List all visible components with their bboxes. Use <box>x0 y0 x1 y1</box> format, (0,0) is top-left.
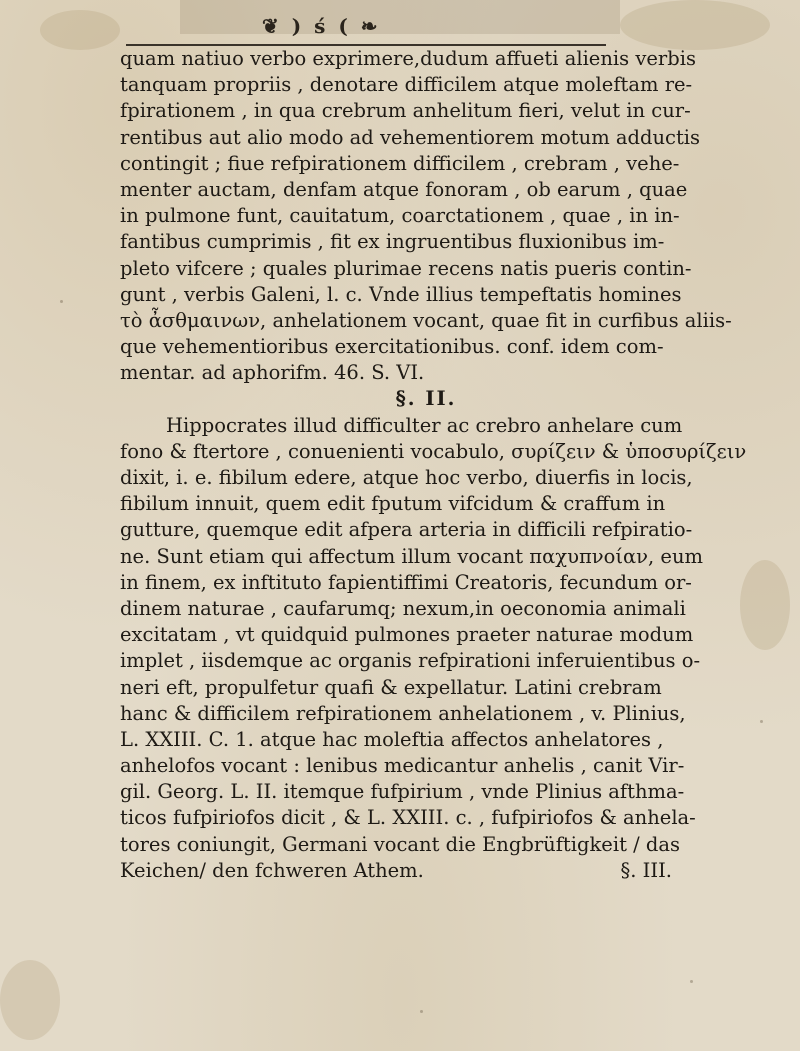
paper-stain <box>0 960 60 1040</box>
paper-speck <box>420 1010 423 1013</box>
text-line: que vehementioribus exercitationibus. conf. idem com- <box>120 335 664 359</box>
text-line: fibilum innuit, quem edit fputum vifcidum & craffum in <box>120 492 666 516</box>
text-line: neri eft, propulfetur quafi & expellatur. Latini crebram <box>120 675 662 699</box>
text-line: hanc & difficilem refpirationem anhelationem , v. Plinius, <box>120 701 686 725</box>
text-line: dinem naturae , caufarumq; nexum,in oeconomia animali <box>120 596 686 620</box>
text-line: L. XXIII. C. 1. atque hac moleftia affectos anhelatores , <box>120 727 664 751</box>
paper-speck <box>60 300 63 303</box>
text-line: fono & ftertore , conuenienti vocabulo, συρίζειν & ὑποσυρίζειν <box>120 439 747 463</box>
text-line: gutture, quemque edit afpera arteria in difficili refpiratio- <box>120 518 693 542</box>
text-line: menter auctam, denfam atque fonoram , ob earum , quae <box>120 177 688 201</box>
paper-stain <box>740 560 790 650</box>
header-strip <box>180 0 620 34</box>
text-line: quam natiuo verbo exprimere,dudum affueti alienis verbis <box>120 47 696 70</box>
text-line: contingit ; fiue refpirationem difficilem , crebram , vehe- <box>120 151 680 175</box>
text-line: pleto vifcere ; quales plurimae recens natis pueris contin- <box>120 256 692 280</box>
text-line: gil. Georg. L. II. itemque fufpirium , vnde Plinius afthma- <box>120 780 685 804</box>
text-line: in finem, ex inftituto fapientiffimi Creatoris, fecundum or- <box>120 570 692 594</box>
text-line: tanquam propriis , denotare difficilem atque moleftam re- <box>120 73 693 97</box>
text-line: fantibus cumprimis , fit ex ingruentibus fluxionibus im- <box>120 230 665 254</box>
text-line: fpirationem , in qua crebrum anhelitum fieri, velut in cur- <box>120 99 691 123</box>
text-line: τὸ ἆσθμαινων, anhelationem vocant, quae fit in curfibus aliis- <box>120 308 732 332</box>
text-line: anhelofos vocant : lenibus medicantur anhelis , canit Vir- <box>120 754 685 778</box>
paper-speck <box>690 980 693 983</box>
text-line: dixit, i. e. fibilum edere, atque hoc verbo, diuerfis in locis, <box>120 466 693 489</box>
text-line: excitatam , vt quidquid pulmones praeter naturae modum <box>120 623 694 647</box>
text-line: ne. Sunt etiam qui affectum illum vocant παχυπνοίαν, eum <box>120 544 704 568</box>
paper-speck <box>760 720 763 723</box>
text-line: mentar. ad aphorifm. 46. S. VI. <box>120 361 425 385</box>
text-line: in pulmone funt, cauitatum, coarctationem , quae , in in- <box>120 204 680 228</box>
text-line: rentibus aut alio modo ad vehementiorem motum adductis <box>120 125 701 149</box>
catchword-section: §. III. <box>620 858 672 882</box>
text-line: Hippocrates illud difficulter ac crebro anhelare cum <box>166 413 683 437</box>
text-line: tores coniungit, Germani vocant die Engbrüftigkeit / das <box>120 832 680 856</box>
text-line: Keichen/ den fchweren Athem. <box>120 858 424 882</box>
header-ornament: ❦ ) ś ( ❧ <box>262 14 381 38</box>
section-heading: §. II. <box>395 387 457 411</box>
last-line <box>120 858 732 884</box>
page-body <box>120 42 747 884</box>
paper-stain <box>40 10 120 50</box>
text-line: gunt , verbis Galeni, l. c. Vnde illius tempeftatis homines <box>120 282 682 306</box>
text-line: ticos fufpiriofos dicit , & L. XXIII. c. , fufpiriofos & anhela- <box>120 806 696 830</box>
text-line: implet , iisdemque ac organis refpirationi inferuientibus o- <box>120 649 701 673</box>
